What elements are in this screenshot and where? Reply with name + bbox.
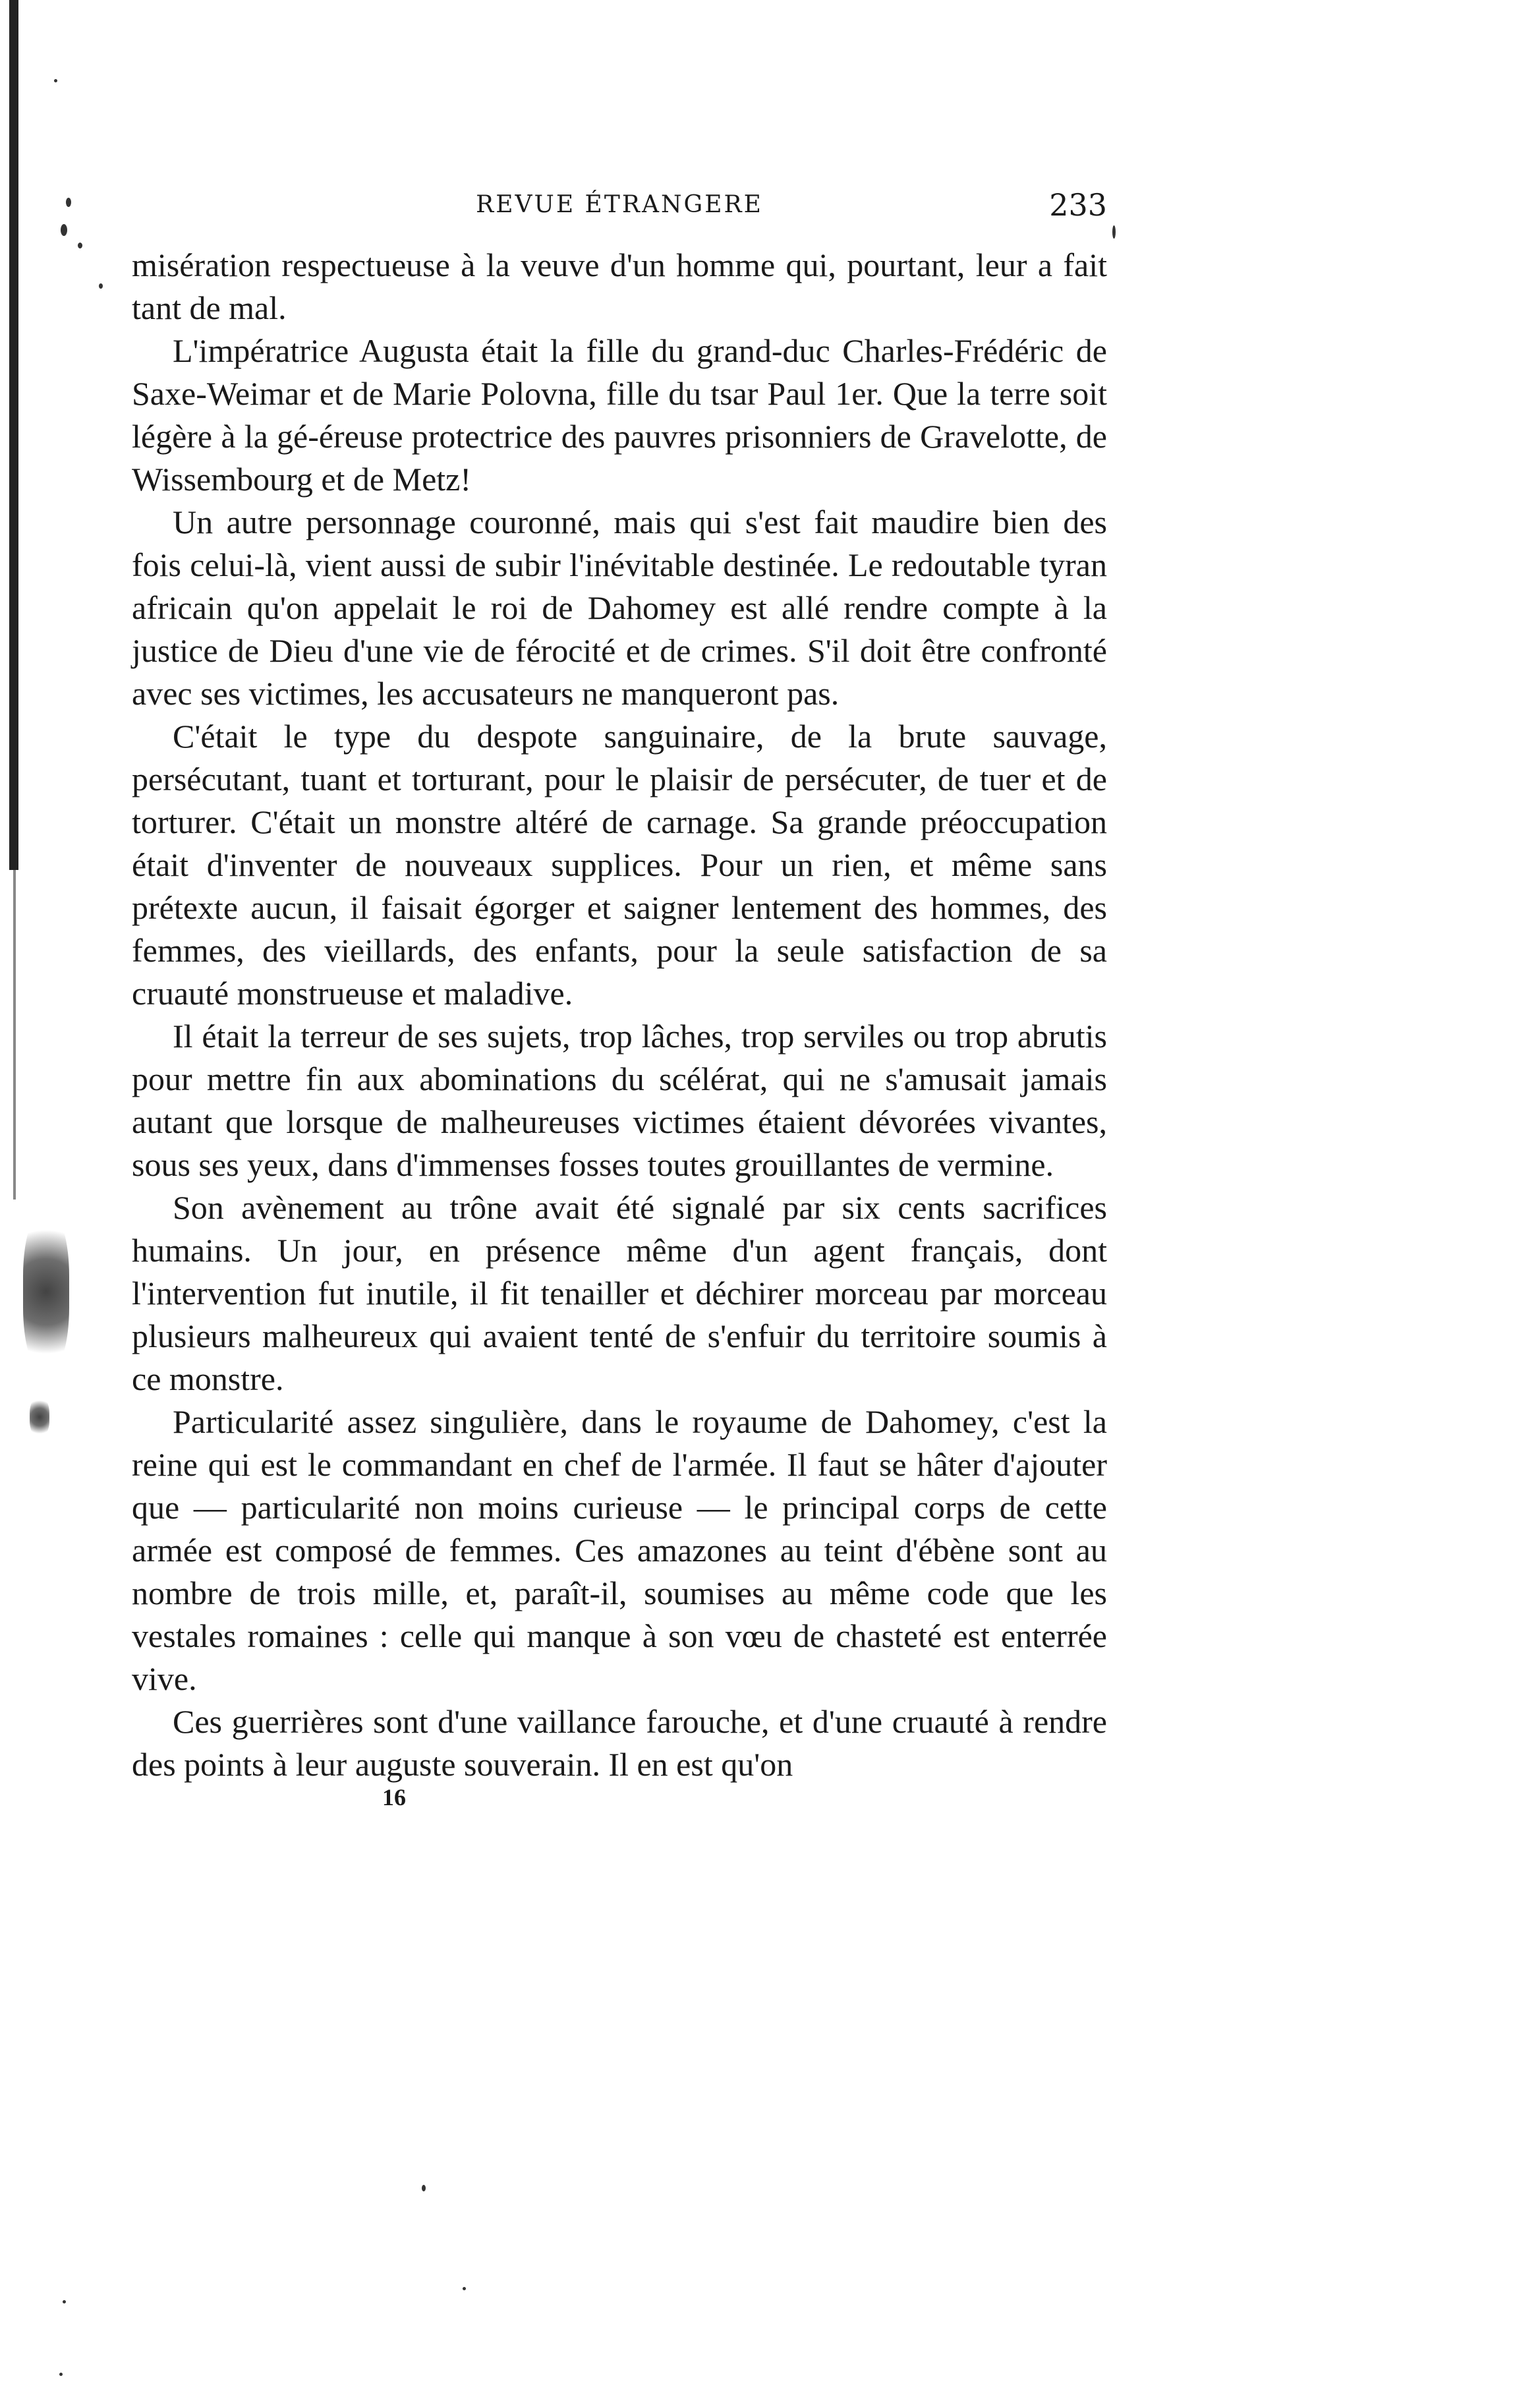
scan-speck bbox=[1112, 225, 1116, 239]
scan-speck bbox=[78, 243, 82, 248]
page-edge-shadow bbox=[9, 0, 18, 870]
scan-speck bbox=[59, 2373, 63, 2376]
body-text bbox=[132, 244, 1107, 1786]
scan-smudge bbox=[30, 1397, 49, 1437]
paragraph: misération respectueuse à la veuve d'un homme qui, pourtant, leur a fait tant de mal. bbox=[132, 246, 1107, 326]
paragraph: Il était la terreur de ses sujets, trop lâches, trop serviles ou trop abrutis pour mettre fin aux abominations du scélérat, qui ne s'amusait jamais autant que lorsque de malheureuses victimes étaient dévorées vivantes, sous ses yeux, dans d'immenses fosses toutes grouillantes de vermine. bbox=[132, 1018, 1107, 1183]
scan-smudge bbox=[23, 1213, 69, 1371]
paragraph: Un autre personnage couronné, mais qui s'est fait maudire bien des fois celui-là, vient aussi de subir l'inévitable destinée. Le redoutable tyran africain qu'on appelait le roi de Dahomey est allé rendre compte à la justice de Dieu d'une vie de férocité et de crimes. S'il doit être confronté avec ses victimes, les accusateurs ne manqueront pas. bbox=[132, 504, 1107, 712]
book-page bbox=[132, 178, 1107, 1811]
paragraph: Ces guerrières sont d'une vaillance farouche, et d'une cruauté à rendre des points à leur auguste souverain. Il en est qu'on bbox=[132, 1703, 1107, 1783]
page-number: 233 bbox=[1049, 187, 1107, 223]
page-header bbox=[132, 178, 1107, 237]
signature-mark: 16 bbox=[382, 1784, 406, 1810]
paragraph: Particularité assez singulière, dans le royaume de Dahomey, c'est la reine qui est le commandant en chef de l'armée. Il faut se hâter d'ajouter que — particularité non moins curieuse — le principal corps de cette armée est composé de femmes. Ces amazones au teint d'ébène sont au nombre de trois mille, et, paraît-il, soumises au même code que les vestales romaines : celle qui manque à son vœu de chasteté est enterrée vive. bbox=[132, 1403, 1107, 1697]
scan-speck bbox=[61, 224, 67, 236]
page-edge-shadow-lower bbox=[13, 870, 16, 1200]
scan-speck bbox=[66, 198, 71, 207]
paragraph: C'était le type du despote sanguinaire, de la brute sauvage, persécutant, tuant et torturant, pour le plaisir de persécuter, de tuer et de torturer. C'était un monstre altéré de carnage. Sa grande préoccupation était d'inventer de nouveaux supplices. Pour un rien, et même sans prétexte aucun, il faisait égorger et saigner lentement des hommes, des femmes, des vieillards, des enfants, pour la seule satisfaction de sa cruauté monstrueuse et maladive. bbox=[132, 718, 1107, 1012]
scan-speck bbox=[63, 2300, 66, 2303]
scan-speck bbox=[422, 2185, 426, 2191]
scan-speck bbox=[54, 79, 57, 82]
scan-speck bbox=[463, 2287, 466, 2290]
running-head: REVUE ÉTRANGERE bbox=[476, 191, 763, 218]
paragraph: Son avènement au trône avait été signalé par six cents sacrifices humains. Un jour, en présence même d'un agent français, dont l'intervention fut inutile, il fit tenailler et déchirer morceau par morceau plusieurs malheureux qui avaient tenté de s'enfuir du territoire soumis à ce monstre. bbox=[132, 1189, 1107, 1397]
scan-speck bbox=[99, 283, 103, 289]
paragraph: L'impératrice Augusta était la fille du grand-duc Charles-Frédéric de Saxe-Weimar et de Marie Polovna, fille du tsar Paul 1er. Que la terre soit légère à la gé-éreuse protectrice des pauvres prisonniers de Gravelotte, de Wissembourg et de Metz! bbox=[132, 332, 1107, 498]
